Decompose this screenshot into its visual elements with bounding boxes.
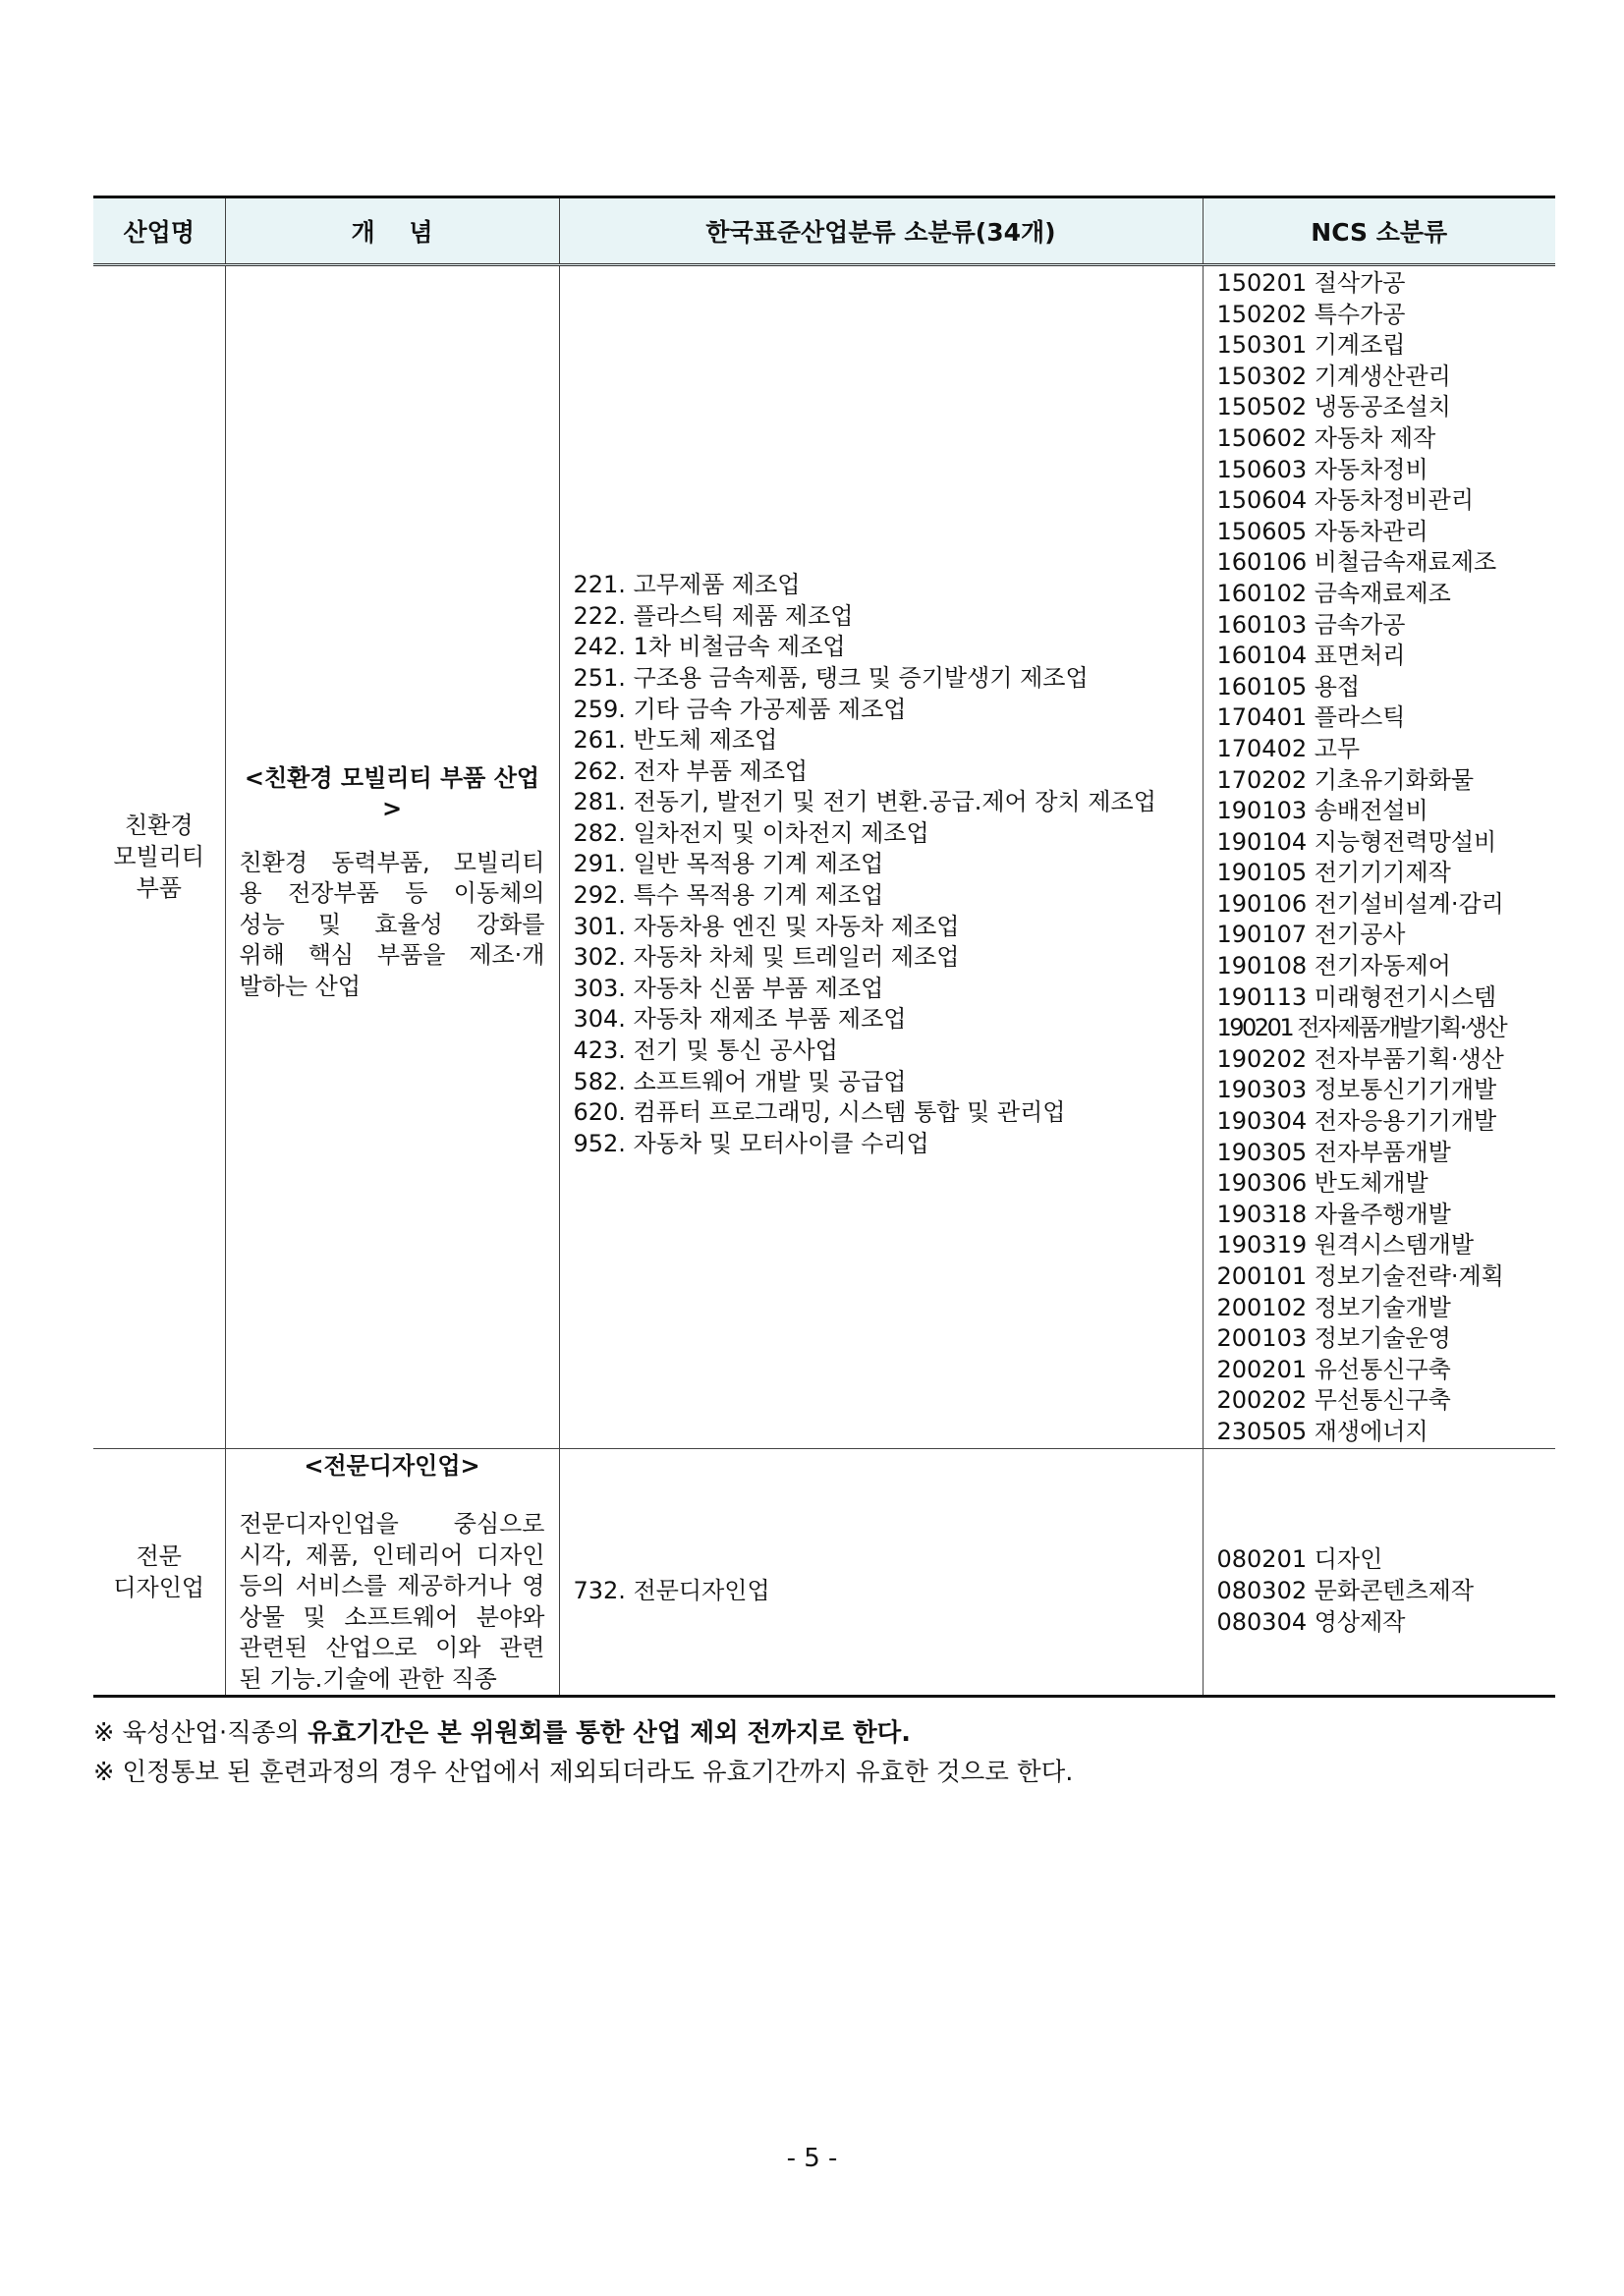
ncs-item: 150502 냉동공조설치 — [1216, 393, 1451, 421]
ncs-item: 200102 정보기술개발 — [1216, 1293, 1451, 1321]
ncs-item: 200202 무선통신구축 — [1216, 1386, 1451, 1415]
definition-cell — [225, 265, 559, 1449]
industry-name-line: 모빌리티 — [113, 843, 205, 871]
industry-name-cell — [93, 1448, 225, 1697]
ncs-item: 080302 문화콘텐츠제작 — [1216, 1577, 1475, 1605]
definition-line: 전문디자인업을 중심으로 — [239, 1510, 545, 1539]
ksic-item: 282. 일차전지 및 이차전지 제조업 — [573, 818, 929, 847]
ksic-item: 291. 일반 목적용 기계 제조업 — [573, 850, 884, 878]
ksic-item: 423. 전기 및 통신 공사업 — [573, 1036, 838, 1065]
ksic-item: 259. 기타 금속 가공제품 제조업 — [573, 695, 907, 723]
ncs-cell — [1203, 265, 1555, 1449]
definition-text — [240, 1509, 545, 1695]
ksic-item: 242. 1차 비철금속 제조업 — [573, 633, 846, 661]
ksic-item: 222. 플라스틱 제품 제조업 — [573, 601, 854, 630]
header-ksic: 한국표준산업분류 소분류(34개) — [559, 197, 1203, 265]
ncs-item: 190306 반도체개발 — [1216, 1169, 1428, 1198]
ncs-item: 190201 전자제품개발기획·생산 — [1216, 1014, 1506, 1042]
ksic-item: 302. 자동차 차체 및 트레일러 제조업 — [573, 943, 960, 972]
ksic-cell — [559, 265, 1203, 1449]
ksic-cell — [559, 1448, 1203, 1697]
definition-line: 된 기능.기술에 관한 직종 — [239, 1664, 497, 1693]
ncs-item: 190106 전기설비설계·감리 — [1216, 889, 1504, 918]
definition-line: 관련된 산업으로 이와 관련 — [239, 1634, 545, 1662]
ncs-item: 080201 디자인 — [1216, 1545, 1383, 1574]
ncs-item: 150201 절삭가공 — [1216, 269, 1406, 297]
ncs-item: 190305 전자부품개발 — [1216, 1138, 1451, 1166]
definition-line: 발하는 산업 — [239, 972, 362, 1000]
definition-line: 위해 핵심 부품을 제조·개 — [239, 941, 545, 970]
header-ncs: NCS 소분류 — [1203, 197, 1555, 265]
ncs-item: 190304 전자응용기기개발 — [1216, 1107, 1497, 1136]
industry-name-line: 친환경 — [124, 812, 194, 840]
ncs-item: 190104 지능형전력망설비 — [1216, 827, 1497, 856]
ksic-item: 221. 고무제품 제조업 — [573, 571, 801, 599]
ncs-item: 200101 정보기술전략·계획 — [1216, 1262, 1504, 1290]
ncs-item: 190113 미래형전기시스템 — [1216, 982, 1497, 1011]
ncs-item: 150603 자동차정비 — [1216, 455, 1428, 483]
definition-line: 시각, 제품, 인테리어 디자인 — [239, 1540, 545, 1569]
ncs-item: 150604 자동차정비관리 — [1216, 486, 1475, 515]
ksic-item: 292. 특수 목적용 기계 제조업 — [573, 881, 884, 910]
header-industry: 산업명 — [93, 197, 225, 265]
ncs-item: 170401 플라스틱 — [1216, 703, 1406, 732]
ncs-item: 190105 전기기기제작 — [1216, 859, 1451, 887]
ncs-item: 160106 비철금속재료제조 — [1216, 548, 1497, 577]
ncs-item: 170402 고무 — [1216, 734, 1361, 762]
table-row — [93, 265, 1555, 1449]
definition-cell — [225, 1448, 559, 1697]
ncs-item: 190103 송배전설비 — [1216, 797, 1428, 825]
definition-line: 성능 및 효율성 강화를 — [239, 910, 545, 938]
ksic-item: 261. 반도체 제조업 — [573, 726, 778, 755]
ncs-item: 190318 자율주행개발 — [1216, 1200, 1451, 1228]
definition-title: <친환경 모빌리티 부품 산업> — [244, 763, 540, 823]
ncs-item: 190107 전기공사 — [1216, 921, 1406, 949]
footnote-emphasis: 유효기간은 본 위원회를 통한 산업 제외 전까지로 한다. — [308, 1718, 911, 1748]
ncs-item: 170202 기초유기화화물 — [1216, 765, 1475, 794]
ncs-item: 200201 유선통신구축 — [1216, 1355, 1451, 1383]
industry-name-line: 전문 — [136, 1541, 182, 1570]
definition-line: 용 전장부품 등 이동체의 — [239, 879, 545, 908]
ksic-item: 732. 전문디자인업 — [573, 1577, 770, 1605]
ncs-item: 150301 기계조립 — [1216, 331, 1406, 360]
definition-line: 등의 서비스를 제공하거나 영 — [239, 1572, 545, 1600]
ksic-item: 620. 컴퓨터 프로그래밍, 시스템 통합 및 관리업 — [573, 1098, 1066, 1127]
footnotes — [93, 1713, 1073, 1792]
ksic-item: 303. 자동차 신품 부품 제조업 — [573, 974, 884, 1002]
definition-line: 친환경 동력부품, 모빌리티 — [239, 848, 545, 876]
ncs-item: 150202 특수가공 — [1216, 300, 1406, 328]
ncs-item: 160103 금속가공 — [1216, 610, 1406, 639]
industry-name-cell — [93, 265, 225, 1449]
ksic-item: 301. 자동차용 엔진 및 자동차 제조업 — [573, 912, 960, 940]
ksic-item: 952. 자동차 및 모터사이클 수리업 — [573, 1129, 929, 1157]
definition-line: 상물 및 소프트웨어 분야와 — [239, 1602, 545, 1631]
ncs-cell — [1203, 1448, 1555, 1697]
page-number: - 5 - — [786, 2144, 838, 2173]
footnote — [93, 1753, 1073, 1792]
reference-mark-icon: ※ — [93, 1758, 115, 1787]
ksic-item: 582. 소프트웨어 개발 및 공급업 — [573, 1067, 907, 1095]
ncs-item: 150605 자동차관리 — [1216, 517, 1428, 545]
definition-text — [240, 848, 545, 1003]
footnote-text: 인정통보 된 훈련과정의 경우 산업에서 제외되더라도 유효기간까지 유효한 것으로 한다. — [122, 1758, 1074, 1787]
footnote-text: 육성산업·직종의 — [122, 1718, 308, 1748]
header-definition: 개 념 — [225, 197, 559, 265]
table-header-row — [93, 197, 1555, 265]
ncs-item: 160102 금속재료제조 — [1216, 579, 1451, 607]
ncs-item: 190319 원격시스템개발 — [1216, 1231, 1475, 1260]
ncs-item: 200103 정보기술운영 — [1216, 1324, 1451, 1353]
reference-mark-icon: ※ — [93, 1718, 115, 1748]
ksic-item: 304. 자동차 재제조 부품 제조업 — [573, 1005, 907, 1034]
ncs-item: 190202 전자부품기획·생산 — [1216, 1044, 1504, 1073]
ncs-item: 150302 기계생산관리 — [1216, 362, 1451, 390]
ncs-item: 190108 전기자동제어 — [1216, 952, 1451, 980]
table-row — [93, 1448, 1555, 1697]
ncs-item: 080304 영상제작 — [1216, 1607, 1406, 1636]
ksic-item: 262. 전자 부품 제조업 — [573, 756, 809, 785]
ncs-item: 150602 자동차 제작 — [1216, 423, 1436, 452]
ncs-item: 160104 표면처리 — [1216, 642, 1406, 670]
ncs-item: 190303 정보통신기기개발 — [1216, 1076, 1497, 1104]
ncs-item: 230505 재생에너지 — [1216, 1417, 1428, 1445]
definition-title: <전문디자인업> — [304, 1451, 480, 1480]
footnote — [93, 1713, 1073, 1753]
industry-name-line: 부품 — [136, 874, 182, 903]
ncs-item: 160105 용접 — [1216, 672, 1361, 700]
industry-name-line: 디자인업 — [113, 1573, 205, 1601]
ksic-item: 281. 전동기, 발전기 및 전기 변환.공급.제어 장치 제조업 — [573, 788, 1156, 816]
ksic-item: 251. 구조용 금속제품, 탱크 및 증기발생기 제조업 — [573, 663, 1089, 692]
industry-table — [93, 196, 1555, 1698]
